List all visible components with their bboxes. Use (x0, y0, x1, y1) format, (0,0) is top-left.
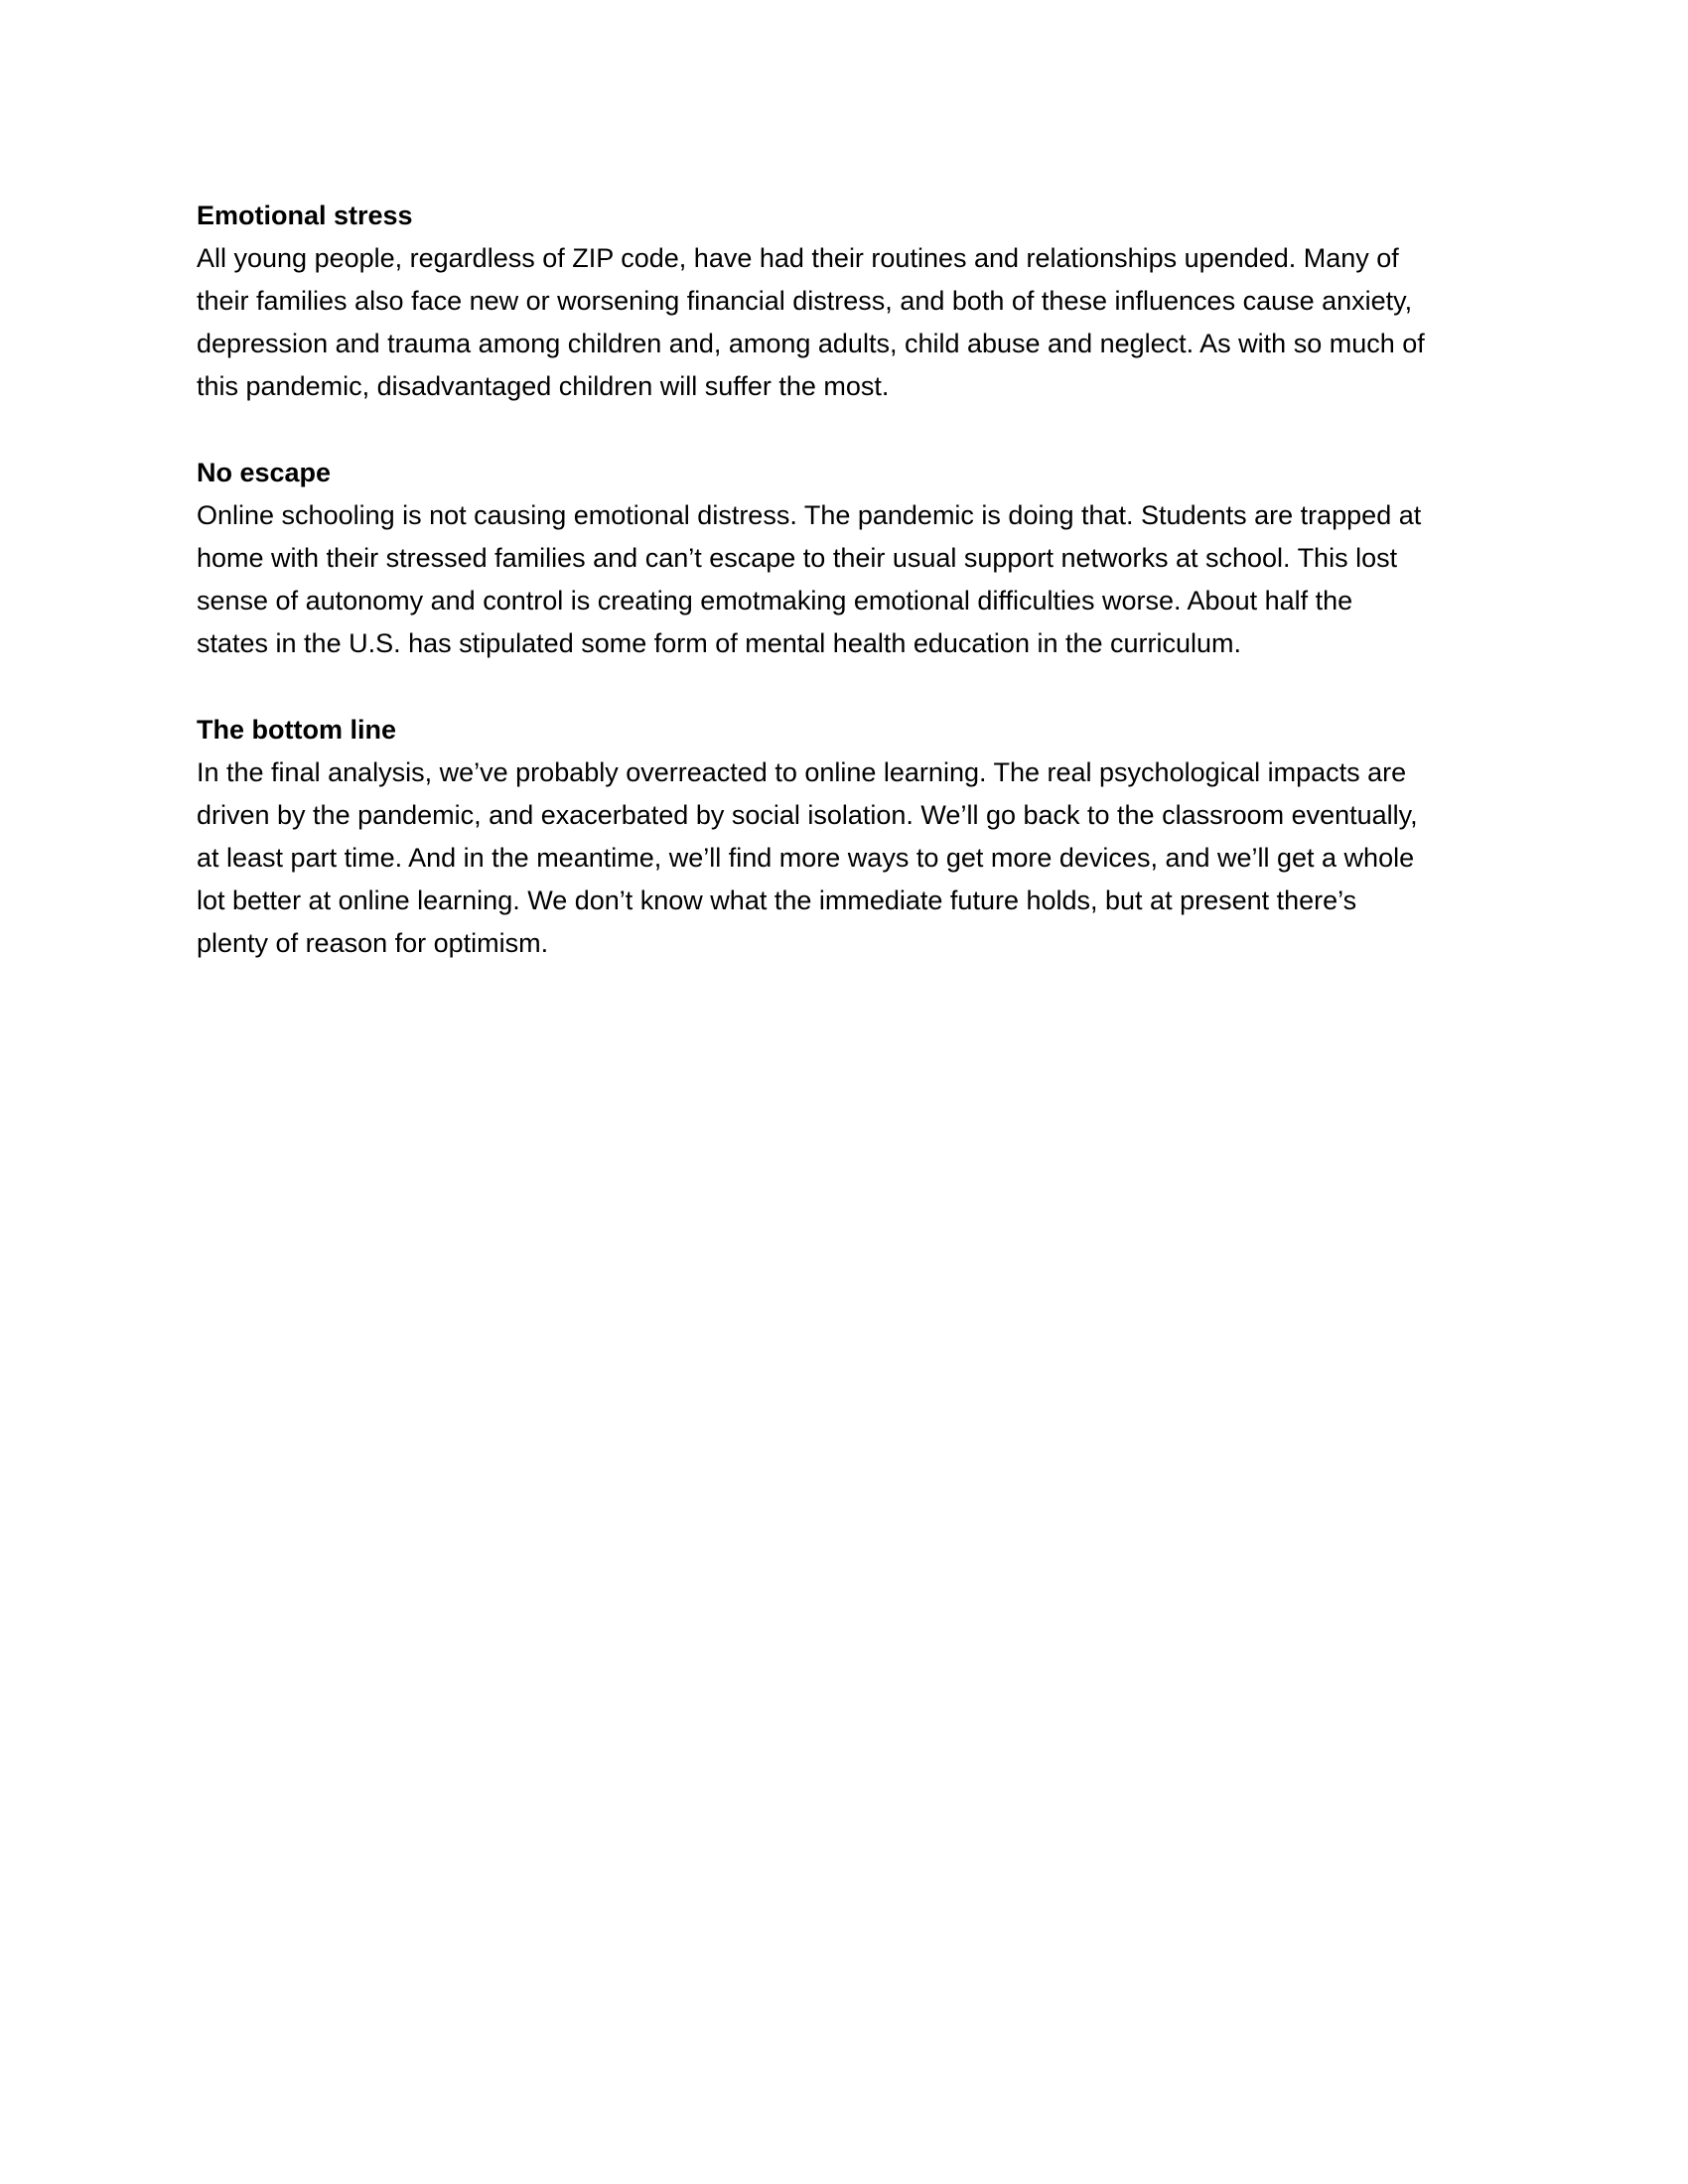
paragraph-line: this pandemic, disadvantaged children will suffer the most. (197, 371, 890, 401)
paragraph-line: plenty of reason for optimism. (197, 928, 549, 958)
section-paragraph (197, 494, 1497, 665)
document-page (197, 195, 1497, 1009)
paragraph-line: driven by the pandemic, and exacerbated by social isolation. We’ll go back to the classroom eventually, (197, 800, 1418, 830)
paragraph-line: lot better at online learning. We don’t know what the immediate future holds, but at present there’s (197, 886, 1357, 915)
paragraph-line: states in the U.S. has stipulated some form of mental health education in the curriculum. (197, 628, 1242, 658)
section-heading: The bottom line (197, 715, 396, 745)
paragraph-line: at least part time. And in the meantime, we’ll find more ways to get more devices, and we’ll get a whole (197, 843, 1415, 873)
paragraph-line: sense of autonomy and control is creating emotmaking emotional difficulties worse. About half the (197, 586, 1353, 615)
section-heading: Emotional stress (197, 201, 413, 230)
section-paragraph (197, 751, 1497, 965)
section-emotional-stress (197, 195, 1497, 408)
paragraph-line: Online schooling is not causing emotional distress. The pandemic is doing that. Students are trapped at (197, 500, 1422, 530)
paragraph-line: All young people, regardless of ZIP code, have had their routines and relationships upended. Many of (197, 243, 1399, 273)
paragraph-line: home with their stressed families and can’t escape to their usual support networks at school. This lost (197, 543, 1398, 573)
section-bottom-line (197, 709, 1497, 965)
section-heading: No escape (197, 458, 332, 487)
paragraph-line: depression and trauma among children and, among adults, child abuse and neglect. As with so much of (197, 329, 1425, 358)
paragraph-line: In the final analysis, we’ve probably overreacted to online learning. The real psychological impacts are (197, 757, 1407, 787)
section-no-escape (197, 452, 1497, 665)
section-paragraph (197, 237, 1497, 408)
paragraph-line: their families also face new or worsening financial distress, and both of these influences cause anxiety, (197, 286, 1413, 316)
